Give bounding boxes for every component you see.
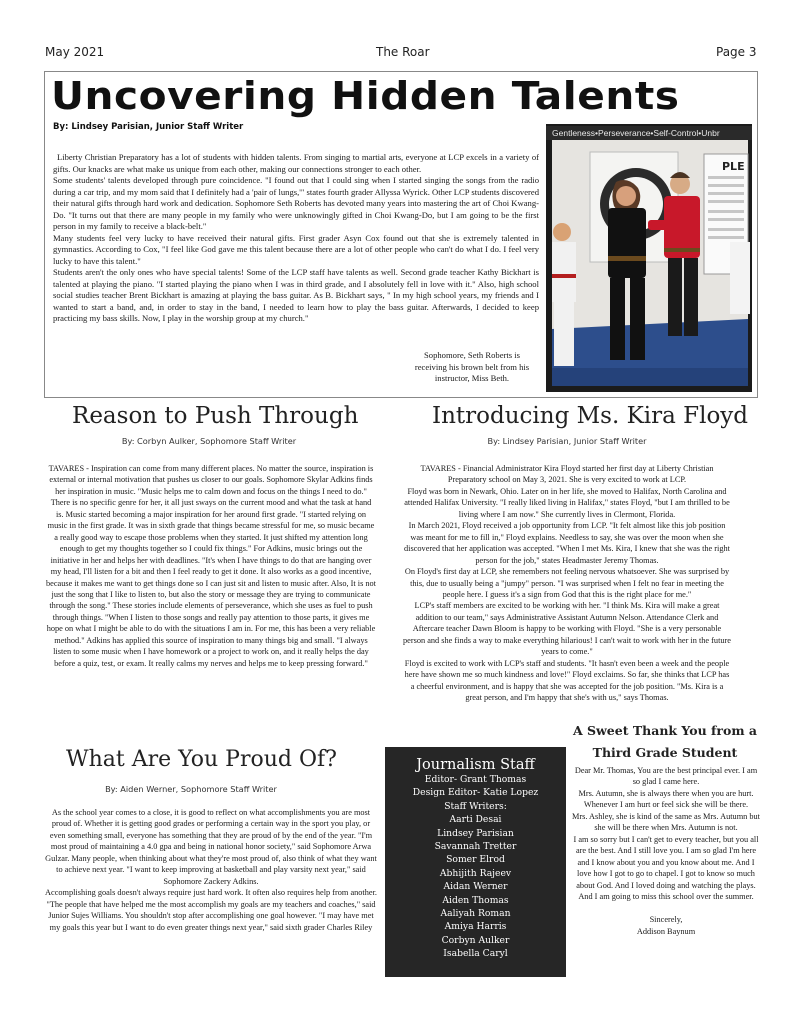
letter-paragraph: I am so sorry but I can't get to every teacher, but you all are the best. And I still love you. I am so glad I'm here and I know about you and you know about me. And I love how I got to go to chapel. I got to know so much about God. And I loved doing and watching the plays. And I am going to miss this school over the summer. <box>573 834 759 901</box>
feature-paragraph: Some students' talents developed through pure coincidence. "I found out that I could sing when I started singing the songs from the radio during a car trip, and my mom said that I definitely had a 'pair of lungs,'" states fourth grader Allyssa Wyrick. Other LCP students discovered their natural gifts through hard work and dedication. Sophomore Seth Roberts has devoted many years into mastering the art of Choi Kwang-Do. "It turns out that there are many people in my family who were unknowingly gifted in Choi Kwang-Do, but I am going to be the first person in my family to receive a black-belt." <box>53 175 539 231</box>
feature-paragraph: Students aren't the only ones who have special talents! Some of the LCP staff have talents as well. Second grade teacher Kathy Bickhart is talented at playing the piano. "I started playing the piano when I was in third grade, and I absolutely fell in love with it." Also, high school social studies teacher Brent Bickhart is amazing at playing the bass guitar. As B. Bickhart says, " In my high school years, my friends and I wanted to start a band, and, in order to stay in the band, I needed to learn how to play the bass guitar. Afterwards, I decided to keep practicing my bass skills. Now, I play in the worship group at my church." <box>53 267 539 323</box>
staff-line: Aaliyah Roman <box>440 908 511 920</box>
staff-line: Somer Elrod <box>446 854 505 866</box>
staff-line: Lindsey Parisian <box>437 827 514 839</box>
staff-line: Aidan Werner <box>443 881 508 893</box>
kira-paragraph: Floyd was born in Newark, Ohio. Later on in her life, she moved to Halifax, North Carolina and attended Halifax University. "I really liked living in Halifax," states Floyd, "but I am thrilled to be living where I am now." She currently lives in Clermont, Florida. <box>404 486 730 519</box>
reason-title: Reason to Push Through <box>72 403 359 429</box>
letter-paragraph: Mrs. Ashley, she is kind of the same as Mrs. Autumn but she will be there when Mrs. Autumn is not. <box>572 811 760 833</box>
martial-arts-photo <box>546 124 752 392</box>
staff-line: Isabella Caryl <box>443 948 508 960</box>
kira-paragraph: TAVARES - Financial Administrator Kira Floyd started her first day at Liberty Christian Preparatory school on May 3, 2021. She is very excited to work at LCP. <box>420 464 714 485</box>
issue-date: May 2021 <box>45 45 105 59</box>
kira-paragraph: LCP's staff members are excited to be working with her. "I think Ms. Kira will make a great addition to our team," says Administrative Assistant Autumn Nelson. Attendance Clerk and Aftercare teacher Dawn Bloom is happy to be working with Floyd. "She is a very personable person and she finds a way to make everything hilarious! I can't wait to work with her in the future years to come." <box>403 601 731 657</box>
letter-body <box>572 765 760 937</box>
letter-closing: Sincerely, <box>649 915 683 925</box>
kira-paragraph: On Floyd's first day at LCP, she remembers not feeling nervous whatsoever. She was surprised by this, due to usually being a "jumpy" person. "I was surprised when I felt no fear in meeting the people here. I guess it's a sign from God that this is the right place for me." <box>404 567 730 599</box>
proud-title: What Are You Proud Of? <box>66 747 337 772</box>
proud-paragraph: As the school year comes to a close, it is good to reflect on what accomplishments you are most proud of. Whether it is getting good grades or performing a certain way in the sport you play, or even something small, everyone has something that they are proud of by the end of the year. "I'm most proud of maintaining a 4.0 gpa and being in national honor society," said Sophomore Arwa Gulzar. Many people, when thinking about what they're most proud of, also think of what they want to achieve next year. "I want to keep improving at basketball and play varsity next year," said Sophomore Zackery Adkins. <box>45 808 377 886</box>
feature-body <box>53 152 539 325</box>
publication-name: The Roar <box>376 45 430 59</box>
reason-byline: By: Corbyn Aulker, Sophomore Staff Writer <box>121 436 297 446</box>
kira-paragraph: Floyd is excited to work with LCP's staff and students. "It hasn't even been a week and the people here have shown me so much kindness and love!" Floyd exclaims. So far, she thinks that LCP has a cheerful environment, and is happy that she was accepted for the job position. "Ms. Kira is a great person, and I'm happy that she's with us," says Thomas. <box>404 658 730 703</box>
letter-signature: Addison Baynum <box>636 926 696 936</box>
staff-line: Staff Writers: <box>444 800 507 812</box>
staff-line: Amiya Harris <box>444 921 507 933</box>
proud-paragraph: Accomplishing goals doesn't always require just hard work. It often also requires help from another. "The people that have helped me the most accomplish my goals are my teachers and coaches," said Junior Sujes Williams. You shouldn't stop after accomplishing one goal however. "I may have met my goals this year but I want to do even greater things next year," said sixth grader Charles Riley <box>45 888 377 932</box>
kira-body <box>402 463 732 704</box>
kira-paragraph: In March 2021, Floyd received a job opportunity from LCP. "It felt almost like this job position was meant for me to fill in," Floyd explains. Needless to say, she was over the moon when she discovered that her application was accepted. "When I met Ms. Kira, I knew that she was the right person for the job," states Headmaster Jeremy Thomas. <box>404 521 730 565</box>
staff-line: Savannah Tretter <box>434 841 517 853</box>
photo-caption: Sophomore, Seth Roberts is receiving his brown belt from his instructor, Miss Beth. <box>414 350 530 383</box>
reason-body <box>46 463 376 669</box>
kira-byline: By: Lindsey Parisian, Junior Staff Writer <box>487 436 647 446</box>
feature-article <box>44 71 758 398</box>
feature-byline: By: Lindsey Parisian, Junior Staff Writer <box>53 122 244 132</box>
feature-paragraph: Many students feel very lucky to have received their natural gifts. First grader Asyn Cox found out that she is extremely talented in gymnastics. According to Cox, "I feel like God gave me this talent because there are a lot of other people who can't do what I do. I feel very lucky to have this talent." <box>53 232 539 266</box>
reason-paragraph: TAVARES - Inspiration can come from many different places. No matter the source, inspiration is external or internal motivation that pushes us closer to our goals. Sophomore Skylar Adkins finds her inspiration in music. "Music helps me to calm down and focus on the things I need to do." There is no specific genre for her, it all just sways on the current mood and what the task at hand is. Music started becoming a major inspiration for her around first grade. "I started relying on music in the first grade. It was in sixth grade that things became stressful for me, so music became a really good way to escape those problems when they started. It just shifted my attention long enough to get my thoughts together so I could fix things." For Adkins, music brings out the initiative in her and helps her with deadlines. "It's when I have things to do that are hanging over my head, I'll listen for a bit and then I feel ready to get it done. It also works as a good incentive, because it makes me want to get things done so I can just sit and listen to music after. Also, It is not just the song that I like to listen to, but also the story or message they are trying to communicate through the song." These stories include elements of perseverance, which she uses as fuel to push through things. "When I listen to those songs and really pay attention to those parts, it gives me hope on what I might be able to do with the situations I am in. For me, this has been a very reliable method." Adkins has applied this source of inspiration to many things big and small. "I always listen to some music when I have homework or a project to work on, and it really helps the day before a quiz, test, or exam. It really calms my nerves and helps me to keep pressing forward." <box>46 464 376 668</box>
staff-line: Aarti Desai <box>449 814 502 826</box>
feature-paragraph: Liberty Christian Preparatory has a lot of students with hidden talents. From singing to martial arts, everyone at LCP excels in a variety of gifts. Our knacks are what make us unique from each other, making our connections stronger to each other. <box>53 152 539 174</box>
feature-photo <box>546 124 752 392</box>
photo-sign-text: PLE <box>722 160 745 173</box>
staff-line: Aiden Thomas <box>442 894 509 906</box>
staff-line: Editor- Grant Thomas <box>424 774 527 785</box>
letter-paragraph: Dear Mr. Thomas, You are the best principal ever. I am so glad I came here. <box>574 766 758 787</box>
staff-title: Journalism Staff <box>416 757 535 773</box>
staff-line: Corbyn Aulker <box>441 934 510 946</box>
staff-line: Abhijith Rajeev <box>439 867 512 879</box>
proud-body <box>44 807 378 933</box>
journalism-staff-box <box>385 747 566 977</box>
letter-title: A Sweet Thank You from a Third Grade Student <box>572 723 758 760</box>
feature-title: Uncovering Hidden Talents <box>51 74 680 118</box>
proud-byline: By: Aiden Werner, Sophomore Staff Writer <box>105 784 277 794</box>
page-number: Page 3 <box>716 45 757 59</box>
kira-title: Introducing Ms. Kira Floyd <box>432 403 749 429</box>
letter-paragraph: Mrs. Autumn, she is always there when you are hurt. Whenever I am hurt or feel sick she will be there. <box>578 788 754 810</box>
staff-line: Design Editor- Katie Lopez <box>412 787 539 799</box>
photo-banner-text: Gentleness•Perseverance•Self-Control•Unbr <box>552 128 720 138</box>
